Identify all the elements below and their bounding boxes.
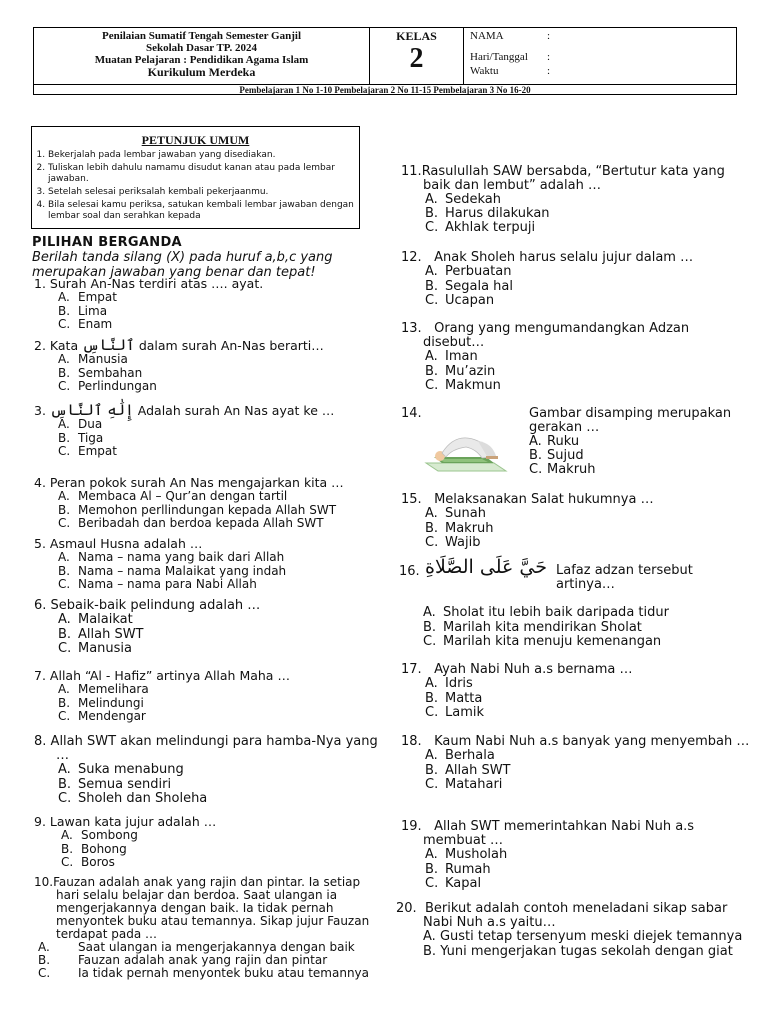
- kelas-block: [370, 28, 464, 84]
- question-4: 4. Peran pokok surah An Nas mengajarkan kita … A. Membaca Al – Qur’an dengan tartil B. Memohon perllindungan kepada Allah SWT C. Beribadah dan berdoa kepada Allah SWT: [34, 475, 344, 530]
- sujud-illustration: [416, 423, 516, 473]
- exam-title: Penilaian Sumatif Tengah Semester Ganjil: [101, 30, 302, 42]
- instructions-box: [31, 126, 360, 229]
- question-20: 20. Berikut adalah contoh meneladani sikap sabar Nabi Nuh a.s yaitu… A. Gusti tetap tersenyum meski diejek temannya B. Yuni mengerjakan tugas sekolah dengan giat: [396, 901, 743, 959]
- student-info-block: NAMA : Hari/Tanggal : Waktu :: [470, 30, 551, 77]
- subject: Muatan Pelajaran : Pendidikan Agama Islam: [94, 54, 309, 66]
- section-title: PILIHAN BERGANDA: [32, 235, 182, 250]
- arabic-text: ٱلنَّاسِ: [82, 336, 135, 354]
- question-10: 10.Fauzan adalah anak yang rajin dan pintar. Ia setiap hari selalu belajar dan berdoa. Saat ulangan ia mengerjakannya dengan baik. Ia tidak pernah menyontek buku atau temannya. Sikap jujur Fauzan terdapat pada … A. Saat ulangan ia mengerjakannya dengan baik B. Fauzan adalah anak yang rajin dan pintar C. Ia tidak pernah menyontek buku atau temannya: [34, 875, 370, 980]
- kelas-value: 2: [409, 43, 424, 74]
- instruction-item: 1. Bekerjalah pada lembar jawaban yang disediakan.: [48, 150, 359, 161]
- question-7: 7. Allah “Al - Hafiz” artinya Allah Maha … A. Memelihara B. Melindungi C. Mendengar: [34, 668, 290, 723]
- pembelajaran-info: Pembelajaran 1 No 1-10 Pembelajaran 2 No 11-15 Pembelajaran 3 No 16-20: [34, 84, 736, 96]
- question-14: Gambar disamping merupakan gerakan … A. Ruku B. Sujud C. Makruh: [529, 406, 732, 477]
- question-12: 12. Anak Sholeh harus selalu jujur dalam … A. Perbuatan B. Segala hal C. Ucapan: [401, 250, 694, 308]
- section-instruction: Berilah tanda silang (X) pada huruf a,b,c yang merupakan jawaban yang benar dan tepat!: [32, 250, 333, 280]
- nama-label: NAMA: [470, 30, 504, 42]
- question-14-number: 14.: [401, 406, 422, 421]
- question-15: 15. Melaksanakan Salat hukumnya … A. Sunah B. Makruh C. Wajib: [401, 492, 654, 550]
- question-9: 9. Lawan kata jujur adalah … A. Sombong B. Bohong C. Boros: [34, 814, 217, 869]
- question-11: 11.Rasulullah SAW bersabda, “Bertutur kata yang baik dan lembut” adalah … A. Sedekah B. Harus dilakukan C. Akhlak terpuji: [401, 164, 725, 235]
- question-18: 18. Kaum Nabi Nuh a.s banyak yang menyembah … A. Berhala B. Allah SWT C. Matahari: [401, 734, 750, 792]
- question-2: 2. Kata ٱلنَّاسِ dalam surah An-Nas berarti… A. Manusia B. Sembahan C. Perlindungan: [34, 336, 324, 393]
- question-6: 6. Sebaik-baik pelindung adalah … A. Malaikat B. Allah SWT C. Manusia: [34, 598, 261, 656]
- exam-header: [33, 27, 737, 95]
- question-5: 5. Asmaul Husna adalah … A. Nama – nama yang baik dari Allah B. Nama – nama Malaikat yang indah C. Nama – nama para Nabi Allah: [34, 536, 287, 591]
- kelas-label: KELAS: [396, 29, 437, 43]
- question-8: 8. Allah SWT akan melindungi para hamba-Nya yang … A. Suka menabung B. Semua sendiri C. Sholeh dan Sholeha: [34, 734, 378, 806]
- instruction-item: 4. Bila selesai kamu periksa, satukan kembali lembar jawaban dengan lembar soal dan serahkan kepada: [48, 200, 359, 222]
- exam-title-block: [34, 28, 370, 84]
- question-16: 16. حَيَّ عَلَى الصَّلَاةِ Lafaz adzan tersebut artinya… A. Sholat itu lebih baik daripada tidur B. Marilah kita mendirikan Sholat C. Marilah kita menuju kemenangan: [399, 556, 693, 649]
- curriculum: Kurikulum Merdeka: [147, 65, 256, 79]
- instruction-item: 3. Setelah selesai periksalah kembali pekerjaanmu.: [48, 187, 359, 198]
- waktu-label: Waktu: [470, 65, 499, 77]
- school-year: Sekolah Dasar TP. 2024: [145, 42, 258, 54]
- question-17: 17. Ayah Nabi Nuh a.s bernama … A. Idris B. Matta C. Lamik: [401, 662, 633, 720]
- question-1: 1. Surah An-Nas terdiri atas …. ayat. A. Empat B. Lima C. Enam: [34, 276, 264, 331]
- arabic-text: حَيَّ عَلَى الصَّلَاةِ: [425, 556, 547, 578]
- arabic-text: إِلَٰهِ ٱلنَّاسِ: [49, 401, 134, 419]
- question-3: 3. إِلَٰهِ ٱلنَّاسِ Adalah surah An Nas ayat ke … A. Dua B. Tiga C. Empat: [34, 401, 335, 458]
- hari-label: Hari/Tanggal: [470, 51, 528, 63]
- question-13: 13. Orang yang mengumandangkan Adzan disebut… A. Iman B. Mu’azin C. Makmun: [401, 321, 690, 393]
- instructions-title: PETUNJUK UMUM: [141, 133, 250, 147]
- question-19: 19. Allah SWT memerintahkan Nabi Nuh a.s membuat … A. Musholah B. Rumah C. Kapal: [401, 819, 695, 891]
- instruction-item: 2. Tuliskan lebih dahulu namamu disudut kanan atau pada lembar jawaban.: [48, 163, 359, 185]
- praying-figure-icon: [416, 423, 516, 473]
